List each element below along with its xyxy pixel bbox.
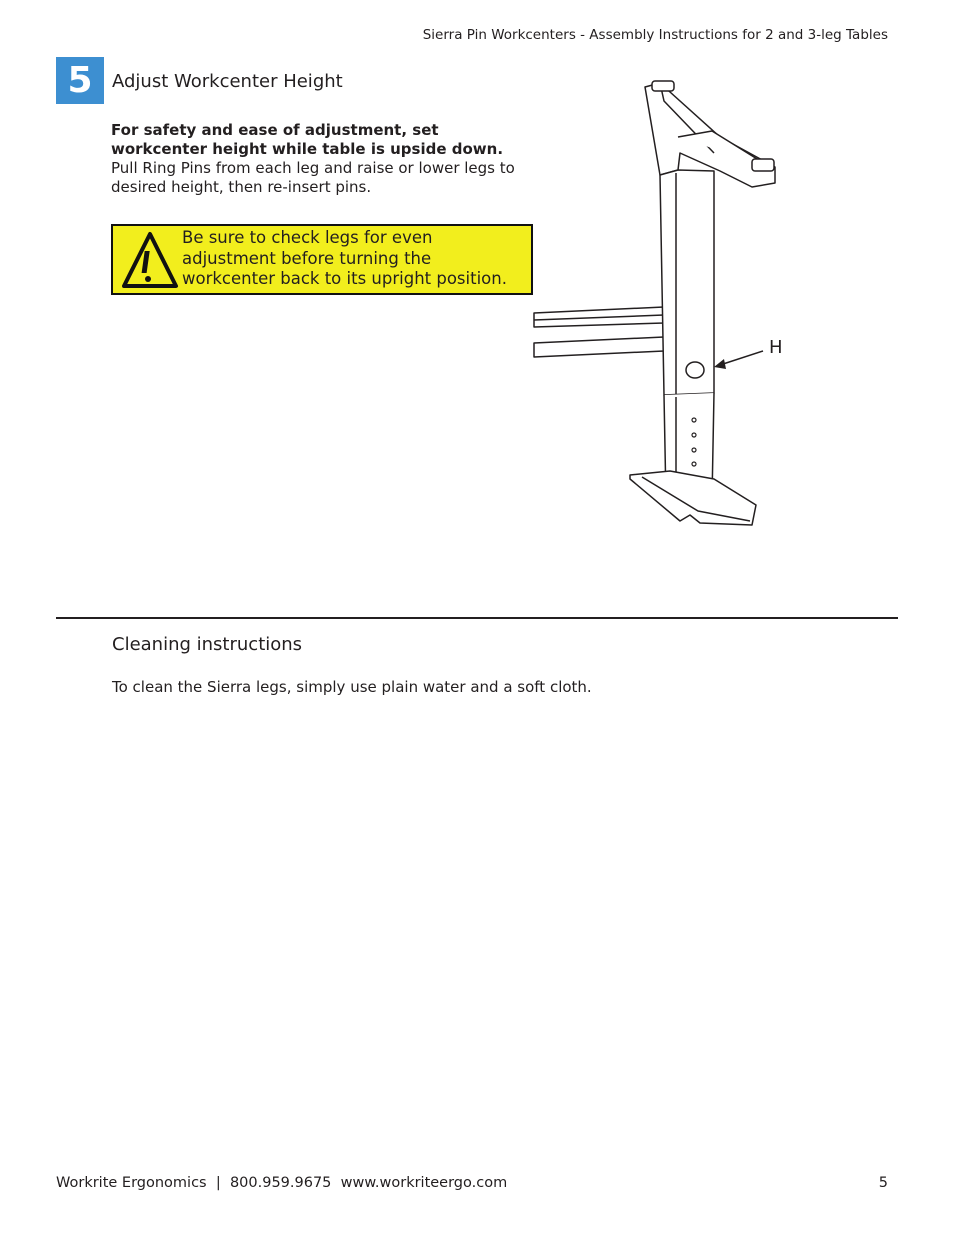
instruction-text: Pull Ring Pins from each leg and raise or lower legs to desired height, then re-insert pins. [111, 159, 515, 196]
page-header-title: Sierra Pin Workcenters - Assembly Instructions for 2 and 3-leg Tables [422, 27, 888, 43]
step-instructions [111, 121, 531, 197]
instruction-bold-text: For safety and ease of adjustment, set workcenter height while table is upside down. [111, 121, 504, 158]
warning-box [111, 224, 533, 295]
section-divider [56, 617, 898, 619]
table-leg-illustration [530, 75, 790, 535]
footer-contact: Workrite Ergonomics | 800.959.9675 www.workriteergo.com [56, 1175, 508, 1191]
cleaning-text: To clean the Sierra legs, simply use plain water and a soft cloth. [112, 678, 592, 696]
warning-triangle-icon [121, 231, 179, 289]
step-title: Adjust Workcenter Height [112, 71, 343, 92]
footer-page-number: 5 [878, 1175, 888, 1191]
footer-phone: 800.959.9675 [229, 1175, 332, 1191]
footer-company: Workrite Ergonomics [56, 1175, 207, 1191]
callout-label-h: H [769, 337, 783, 358]
warning-text: Be sure to check legs for even adjustment before turning the workcenter back to its upright position. [182, 228, 507, 288]
cleaning-title: Cleaning instructions [112, 634, 303, 655]
footer-website[interactable]: www.workriteergo.com [340, 1175, 508, 1191]
step-number-badge: 5 [56, 57, 104, 104]
